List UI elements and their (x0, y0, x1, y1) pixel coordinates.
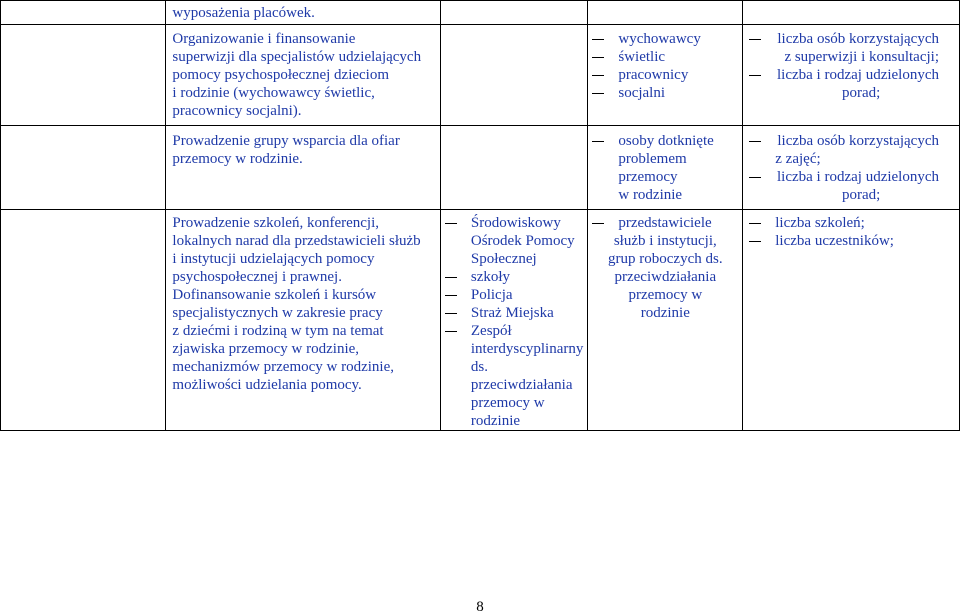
activity-line: wyposażenia placówek. (172, 5, 315, 21)
activity-line: pracownicy socjalni). (172, 103, 302, 119)
participant-item-continued: socjalni (592, 84, 738, 102)
partner-item: Środowiskowy (445, 214, 583, 232)
partner-item: Straż Miejska (445, 304, 583, 322)
activity-line: z dziećmi i rodziną w tym na temat (172, 323, 384, 339)
partner-continuation: przemocy w (470, 395, 545, 411)
empty-cell (1, 210, 166, 431)
partner-continuation: ds. (470, 359, 488, 375)
activity-line: Organizowanie i finansowanie (172, 31, 356, 47)
activity-line: zjawiska przemocy w rodzinie, (172, 341, 360, 357)
activity-line: specjalistycznych w zakresie pracy (172, 305, 383, 321)
indicators-cell (743, 1, 960, 25)
participant-item: przedstawiciele (592, 214, 738, 232)
activity-cell (166, 1, 440, 25)
activity-cell (166, 210, 440, 431)
activity-line: i rodzinie (wychowawcy świetlic, (172, 85, 375, 101)
page-number: 8 (476, 599, 484, 615)
empty-cell (1, 126, 166, 210)
activity-line: superwizji dla specjalistów udzielających (172, 49, 422, 65)
indicator-item: liczba osób korzystających (749, 132, 953, 150)
activity-line: możliwości udzielania pomocy. (172, 377, 362, 393)
activity-line: Prowadzenie szkoleń, konferencji, (172, 215, 380, 231)
participant-continuation: przemocy w (628, 287, 703, 303)
indicator-continuation: porad; (841, 187, 881, 203)
partners-cell (440, 25, 587, 126)
activity-line: psychospołecznej i prawnej. (172, 269, 342, 285)
table-row (1, 126, 960, 210)
participant-item: pracownicy (592, 66, 738, 84)
indicators-cell (743, 25, 960, 126)
activity-line: pomocy psychospołecznej dzieciom (172, 67, 390, 83)
partner-item: szkoły (445, 268, 583, 286)
participant-continuation: rodzinie (640, 305, 690, 321)
partner-item: Policja (445, 286, 583, 304)
activity-cell (166, 25, 440, 126)
participant-continuation: przemocy (618, 169, 678, 185)
indicator-continuation: z superwizji i konsultacji; (784, 49, 939, 65)
participant-continuation: przeciwdziałania (614, 269, 717, 285)
participant-item: wychowawcy (592, 30, 738, 48)
participant-item: osoby dotknięte (592, 132, 738, 150)
partner-item: Zespół (445, 322, 583, 340)
participants-cell (588, 210, 743, 431)
indicator-item: liczba osób korzystających (749, 30, 953, 48)
activity-cell (166, 126, 440, 210)
activity-line: lokalnych narad dla przedstawicieli służb (172, 233, 421, 249)
participant-continuation: służb i instytucji, (613, 233, 717, 249)
indicators-cell (743, 126, 960, 210)
empty-cell (1, 25, 166, 126)
activity-line: i instytucji udzielających pomocy (172, 251, 375, 267)
participant-continuation: grup roboczych ds. (608, 251, 723, 267)
table-row (1, 1, 960, 25)
activity-line: mechanizmów przemocy w rodzinie, (172, 359, 395, 375)
indicator-item: liczba uczestników; (749, 232, 953, 250)
participant-continuation: problemem (618, 151, 687, 167)
activity-line: Prowadzenie grupy wsparcia dla ofiar (172, 133, 400, 149)
indicator-continuation: z zajęć; (775, 151, 821, 167)
partners-cell (440, 126, 587, 210)
indicator-item: liczba i rodzaj udzielonych (749, 168, 953, 186)
table-row (1, 210, 960, 431)
participants-cell (588, 1, 743, 25)
activity-line: Dofinansowanie szkoleń i kursów (172, 287, 377, 303)
partner-continuation: Społecznej (470, 251, 537, 267)
participant-item-continued: świetlic (592, 48, 738, 66)
partner-continuation: rodzinie (470, 413, 521, 429)
participants-cell (588, 25, 743, 126)
indicators-cell (743, 210, 960, 431)
activity-line: przemocy w rodzinie. (172, 151, 303, 167)
partners-cell (440, 1, 587, 25)
partner-continuation: interdyscyplinarny (470, 341, 584, 357)
table-row (1, 25, 960, 126)
empty-cell (1, 1, 166, 25)
indicator-item: liczba i rodzaj udzielonych (749, 66, 953, 84)
indicator-continuation: porad; (841, 85, 881, 101)
partner-continuation: Ośrodek Pomocy (470, 233, 575, 249)
partners-cell (440, 210, 587, 431)
partner-continuation: przeciwdziałania (470, 377, 573, 393)
participants-cell (588, 126, 743, 210)
indicator-item: liczba szkoleń; (749, 214, 953, 232)
participant-continuation: w rodzinie (618, 187, 683, 203)
